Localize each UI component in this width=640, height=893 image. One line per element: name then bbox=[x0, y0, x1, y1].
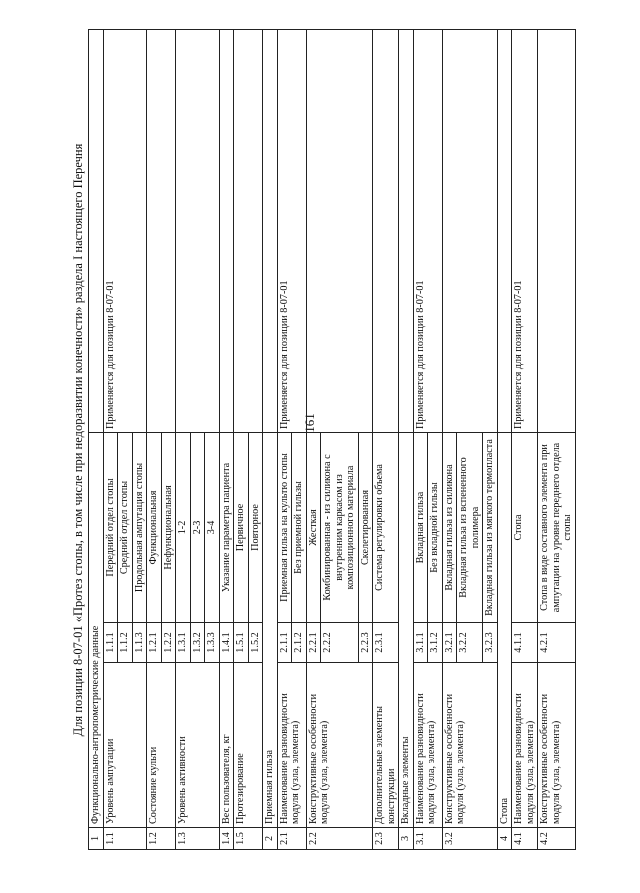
row-number: 3.1 bbox=[413, 828, 442, 850]
item-value: Средний отдел стопы bbox=[118, 432, 133, 622]
applicability-note bbox=[306, 29, 373, 432]
item-code: 2.2.2 bbox=[321, 623, 359, 663]
section-note bbox=[263, 29, 278, 432]
item-code: 3.2.3 bbox=[483, 623, 498, 663]
item-value: Без вкладной гильзы bbox=[428, 432, 443, 622]
item-value: Вкладная гильза из вспененного полимера bbox=[457, 432, 483, 622]
applicability-note bbox=[234, 29, 263, 432]
item-code: 1.3.1 bbox=[176, 623, 191, 663]
section-note bbox=[497, 29, 512, 432]
applicability-note: Применяется для позиции 8-07-01 bbox=[277, 29, 306, 432]
table-row bbox=[147, 29, 162, 849]
item-code: 3.1.2 bbox=[428, 623, 443, 663]
section-note bbox=[399, 29, 414, 432]
item-value: Функциональная bbox=[147, 432, 162, 622]
section-number: 4 bbox=[497, 828, 512, 850]
item-code: 1.1.2 bbox=[118, 623, 133, 663]
row-number: 1.4 bbox=[219, 828, 234, 850]
section-row bbox=[89, 29, 104, 849]
item-code: 1.5.2 bbox=[248, 623, 263, 663]
row-number: 1.2 bbox=[147, 828, 176, 850]
item-value: Без приемной гильзы bbox=[292, 432, 307, 622]
row-number: 1.3 bbox=[176, 828, 220, 850]
parameter-name: Состояние культи bbox=[147, 663, 176, 828]
section-note bbox=[89, 29, 104, 432]
parameter-name: Наименование разновидности модуля (узла, элемента) bbox=[277, 663, 306, 828]
row-number: 4.1 bbox=[512, 828, 538, 850]
item-code: 2.2.1 bbox=[306, 623, 321, 663]
parameters-table bbox=[88, 29, 576, 850]
parameter-name: Конструктивные особенности модуля (узла, элемента) bbox=[442, 663, 497, 828]
section-name: Приемная гильза bbox=[263, 432, 278, 827]
item-value: Передний отдел стопы bbox=[103, 432, 118, 622]
item-code: 3.1.1 bbox=[413, 623, 428, 663]
item-code: 1.3.3 bbox=[205, 623, 220, 663]
item-value: 2-3 bbox=[190, 432, 205, 622]
parameter-name: Наименование разновидности модуля (узла, элемента) bbox=[413, 663, 442, 828]
table-row bbox=[442, 29, 457, 849]
item-value: 3-4 bbox=[205, 432, 220, 622]
item-value: Система регулировки объема bbox=[373, 432, 399, 622]
row-number: 2.1 bbox=[277, 828, 306, 850]
item-value: Вкладная гильза из мягкого термопласта bbox=[483, 432, 498, 622]
row-number: 1.1 bbox=[103, 828, 147, 850]
section-name: Функционально-антропометрические данные bbox=[89, 432, 104, 827]
section-name: Стопа bbox=[497, 432, 512, 827]
applicability-note bbox=[147, 29, 176, 432]
table-row bbox=[413, 29, 428, 849]
table-row bbox=[176, 29, 191, 849]
item-value: Комбинированная - из силикона с внутренним каркасом из композиционного материала bbox=[321, 432, 359, 622]
parameter-name: Конструктивные особенности модуля (узла, элемента) bbox=[538, 663, 576, 828]
section-row bbox=[263, 29, 278, 849]
applicability-note: Применяется для позиции 8-07-01 bbox=[512, 29, 538, 432]
rotated-table-frame bbox=[68, 30, 573, 850]
document bbox=[68, 30, 573, 850]
item-value: Повторное bbox=[248, 432, 263, 622]
table-row bbox=[103, 29, 118, 849]
section-number: 3 bbox=[399, 828, 414, 850]
section-number: 2 bbox=[263, 828, 278, 850]
item-code: 2.3.1 bbox=[373, 623, 399, 663]
section-row bbox=[399, 29, 414, 849]
item-value: Вкладная гильза из силикона bbox=[442, 432, 457, 622]
item-code: 1.1.3 bbox=[132, 623, 147, 663]
item-code: 2.2.3 bbox=[358, 623, 373, 663]
parameter-name: Конструктивные особенности модуля (узла, элемента) bbox=[306, 663, 373, 828]
item-value: Стопа bbox=[512, 432, 538, 622]
parameter-name: Дополнительные элементы конструкции bbox=[373, 663, 399, 828]
item-value: Стопа в виде составного элемента при ампутации на уровне переднего отдела стопы bbox=[538, 432, 576, 622]
applicability-note bbox=[442, 29, 497, 432]
applicability-note bbox=[176, 29, 220, 432]
section-name: Вкладные элементы bbox=[399, 432, 414, 827]
row-number: 4.2 bbox=[538, 828, 576, 850]
item-code: 2.1.2 bbox=[292, 623, 307, 663]
item-code: 1.4.1 bbox=[219, 623, 234, 663]
row-number: 2.2 bbox=[306, 828, 373, 850]
row-number: 1.5 bbox=[234, 828, 263, 850]
item-code: 4.2.1 bbox=[538, 623, 576, 663]
applicability-note bbox=[219, 29, 234, 432]
item-code: 1.3.2 bbox=[190, 623, 205, 663]
table-title: Для позиции 8-07-01 «Протез стопы, в том числе при недоразвитии конечности» раздела I настоящего Перечня bbox=[71, 143, 85, 737]
item-value: Продольная ампутация стопы bbox=[132, 432, 147, 622]
parameter-name: Вес пользователя, кг bbox=[219, 663, 234, 828]
table-row bbox=[373, 29, 399, 849]
item-value: Приемная гильза на культю стопы bbox=[277, 432, 292, 622]
table-row bbox=[219, 29, 234, 849]
parameter-name: Уровень ампутации bbox=[103, 663, 147, 828]
applicability-note bbox=[538, 29, 576, 432]
table-row bbox=[538, 29, 576, 849]
row-number: 3.2 bbox=[442, 828, 497, 850]
item-value: Первичное bbox=[234, 432, 249, 622]
section-row bbox=[497, 29, 512, 849]
item-code: 1.2.2 bbox=[161, 623, 176, 663]
parameter-name: Уровень активности bbox=[176, 663, 220, 828]
item-code: 3.2.1 bbox=[442, 623, 457, 663]
section-number: 1 bbox=[89, 828, 104, 850]
applicability-note: Применяется для позиции 8-07-01 bbox=[413, 29, 442, 432]
item-code: 2.1.1 bbox=[277, 623, 292, 663]
item-code: 1.5.1 bbox=[234, 623, 249, 663]
item-value: Жесткая bbox=[306, 432, 321, 622]
item-value: Указание параметра пациента bbox=[219, 432, 234, 622]
item-value: Нефункциональная bbox=[161, 432, 176, 622]
row-number: 2.3 bbox=[373, 828, 399, 850]
item-code: 4.1.1 bbox=[512, 623, 538, 663]
applicability-note bbox=[373, 29, 399, 432]
item-code: 1.2.1 bbox=[147, 623, 162, 663]
item-code: 3.2.2 bbox=[457, 623, 483, 663]
item-value: Вкладная гильза bbox=[413, 432, 428, 622]
table-row bbox=[234, 29, 249, 849]
table-row bbox=[306, 29, 321, 849]
table-row bbox=[512, 29, 538, 849]
parameter-name: Наименование разновидности модуля (узла, элемента) bbox=[512, 663, 538, 828]
table-row bbox=[277, 29, 292, 849]
parameter-name: Протезирование bbox=[234, 663, 263, 828]
page-number: 161 bbox=[301, 413, 317, 433]
applicability-note: Применяется для позиции 8-07-01 bbox=[103, 29, 147, 432]
item-value: 1-2 bbox=[176, 432, 191, 622]
item-value: Скелетированная bbox=[358, 432, 373, 622]
item-code: 1.1.1 bbox=[103, 623, 118, 663]
